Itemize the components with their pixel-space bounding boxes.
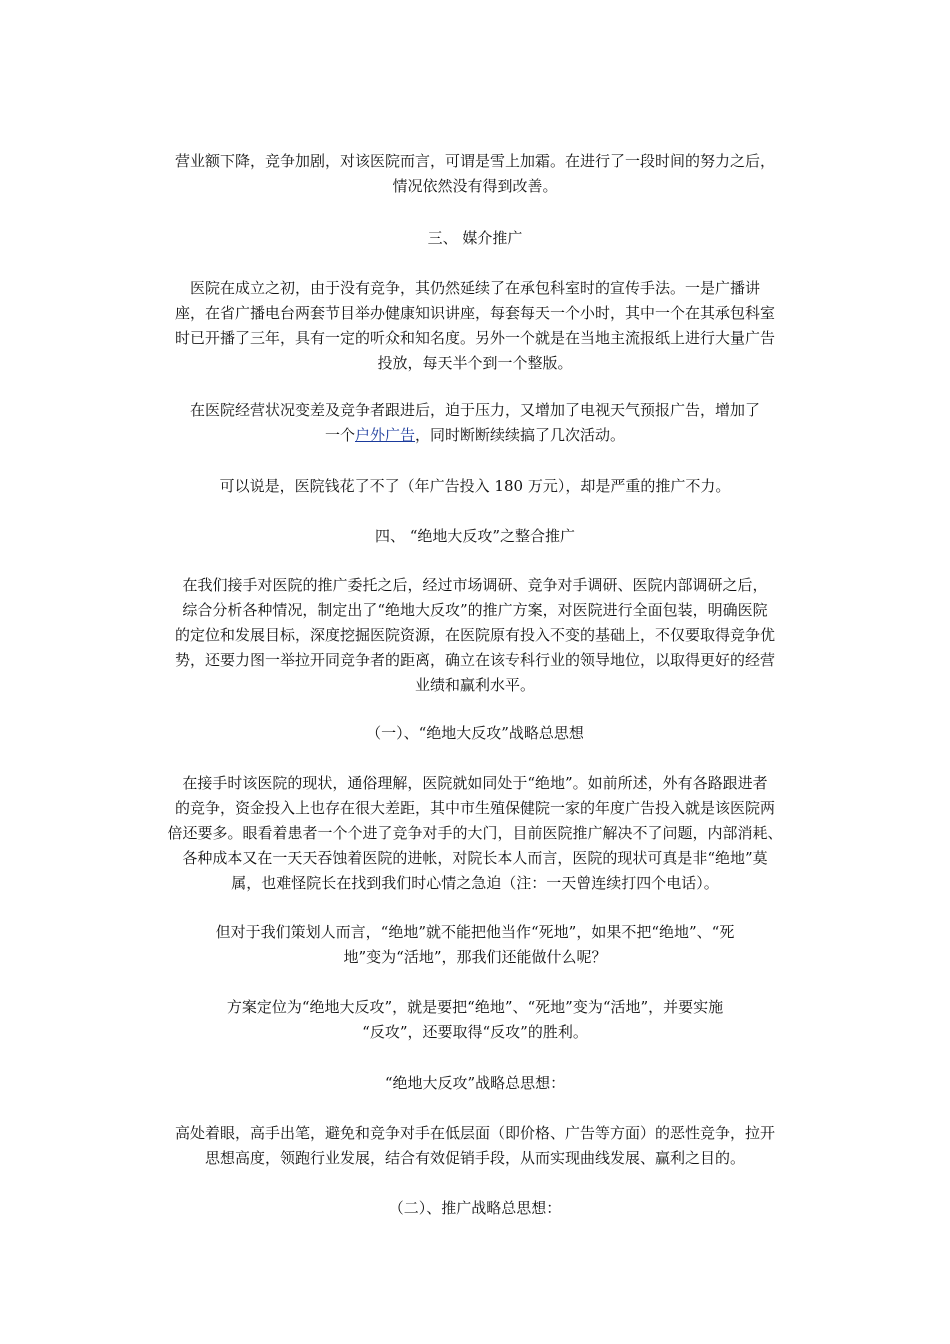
text-line: 医院在成立之初，由于没有竞争，其仍然延续了在承包科室时的宣传手法。一是广播讲	[189, 279, 760, 297]
subsection-heading-promotion-strategy: （二）、推广战略总思想：	[388, 1199, 562, 1217]
paragraph-strategy-detail	[145, 1121, 805, 1171]
text-fragment: ，同时断断续续搞了几次活动。	[415, 426, 626, 444]
text-line: 业绩和赢利水平。	[414, 676, 535, 694]
paragraph-added-ads	[145, 398, 805, 448]
text-line: 地”变为“活地”，那我们还能做什么呢？	[343, 948, 607, 966]
section-heading-integrated-promotion: 四、 “绝地大反攻”之整合推广	[374, 527, 576, 545]
text-line: 高处着眼，高手出笔，避免和竞争对手在低层面（即价格、广告等方面）的恶性竞争，拉开	[174, 1124, 775, 1142]
text-line: 在医院经营状况变差及竞争者跟进后，迫于压力，又增加了电视天气预报广告，增加了	[189, 401, 760, 419]
paragraph-promotion-plan	[145, 573, 805, 698]
paragraph-sales-decline	[145, 149, 805, 199]
text-line: “反攻”，还要取得“反攻”的胜利。	[362, 1023, 588, 1041]
subsection-heading-strategy: （一）、“绝地大反攻”战略总思想	[366, 724, 584, 742]
outdoor-ad-link[interactable]: 户外广告	[354, 426, 415, 444]
text-line: 在我们接手对医院的推广委托之后，经过市场调研、竞争对手调研、医院内部调研之后，	[182, 576, 768, 594]
text-line: 各种成本又在一天天吞蚀着医院的进帐，对院长本人而言，医院的现状可真是非“绝地”莫	[182, 849, 768, 867]
paragraph-hospital-status	[145, 771, 805, 896]
text-line: 在接手时该医院的现状，通俗理解，医院就如同处于“绝地”。如前所述，外有各路跟进者	[182, 774, 768, 792]
paragraph-planner-view	[145, 920, 805, 970]
text-line: 营业额下降，竞争加剧，对该医院而言，可谓是雪上加霜。在进行了一段时间的努力之后，	[174, 152, 775, 170]
text-line: 倍还要多。眼看着患者一个个进了竞争对手的大门，目前医院推广解决不了问题，内部消耗、	[167, 824, 783, 842]
text-line: 综合分析各种情况，制定出了“绝地大反攻”的推广方案，对医院进行全面包装，明确医院	[182, 601, 768, 619]
text-line: 的竞争，资金投入上也存在很大差距，其中市生殖保健院一家的年度广告投入就是该医院两	[174, 799, 775, 817]
text-line: 座，在省广播电台两套节目举办健康知识讲座，每套每天一个小时，其中一个在其承包科室	[174, 304, 775, 322]
text-line	[145, 423, 805, 448]
text-line: 势，还要力图一举拉开同竞争者的距离，确立在该专科行业的领导地位，以取得更好的经营	[174, 651, 775, 669]
text-line: 但对于我们策划人而言，“绝地”就不能把他当作“死地”，如果不把“绝地”、“死	[215, 923, 735, 941]
heading-strategy-thought: “绝地大反攻”战略总思想：	[384, 1074, 566, 1092]
text-line: 情况依然没有得到改善。	[392, 177, 558, 195]
text-line: 的定位和发展目标，深度挖掘医院资源，在医院原有投入不变的基础上，不仅要取得竞争优	[174, 626, 775, 644]
paragraph-ad-spend: 可以说是，医院钱花了不了（年广告投入 180 万元），却是严重的推广不力。	[219, 477, 731, 495]
paragraph-plan-positioning	[145, 995, 805, 1045]
text-line: 思想高度，领跑行业发展，结合有效促销手段，从而实现曲线发展、赢利之目的。	[204, 1149, 745, 1167]
text-fragment: 一个	[324, 426, 355, 444]
text-line: 投放，每天半个到一个整版。	[377, 354, 573, 372]
text-line: 属，也难怪院长在找到我们时心情之急迫（注：一天曾连续打四个电话）。	[231, 874, 719, 892]
section-heading-media-promotion: 三、 媒介推广	[427, 229, 523, 247]
text-line: 时已开播了三年，具有一定的听众和知名度。另外一个就是在当地主流报纸上进行大量广告	[174, 329, 775, 347]
paragraph-early-promotion	[145, 276, 805, 376]
text-line: 方案定位为“绝地大反攻”，就是要把“绝地”、“死地”变为“活地”，并要实施	[226, 998, 724, 1016]
